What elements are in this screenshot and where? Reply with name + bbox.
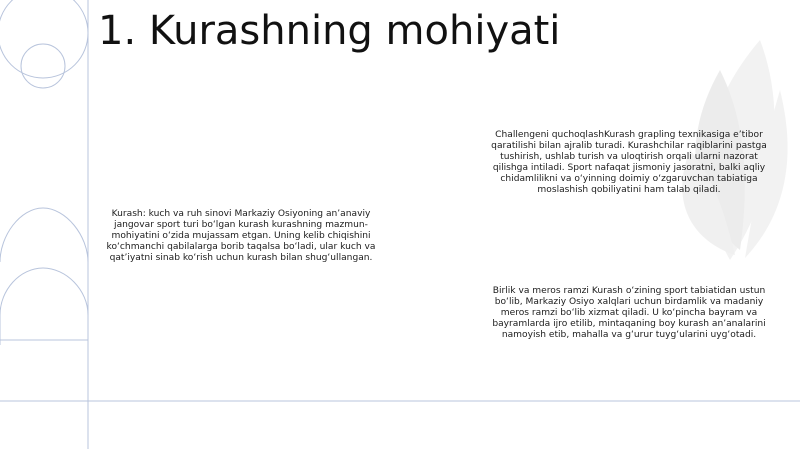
slide-title: 1. Kurashning mohiyati [98,8,561,54]
lower-arch [0,268,88,345]
paragraph-left: Kurash: kuch va ruh sinovi Markaziy Osiyoning an’anaviy jangovar sport turi boʻlgan kurash kurashning mazmun-mohiyatini oʻzida mujassam etgan. Uning kelib chiqishini koʻchmanchi qabilalarga borib taqalsa boʻladi, ular kuch va qat’iyatni sinab koʻrish uchun kurash bilan shugʻullangan. [106,209,376,264]
middle-arch [0,208,88,262]
top-small-circle [21,44,65,88]
top-large-circle [0,0,88,78]
paragraph-right-bottom: Birlik va meros ramzi Kurash oʻzining sport tabiatidan ustun boʻlib, Markaziy Osiyo xalqlari uchun birdamlik va madaniy meros ramzi boʻlib xizmat qiladi. U koʻpincha bayram va bayramlarda ijro etilib, mintaqaning boy kurash an’analarini namoyish etib, mahalla va gʻurur tuygʻularini uygʻotadi. [492,286,766,341]
paragraph-right-top: Challengeni quchoqlashKurash grapling texnikasiga e’tibor qaratilishi bilan ajralib turadi. Kurashchilar raqiblarini pastga tushirish, ushlab turish va uloqtirish orqali ularni nazorat qilishga intiladi. Sport nafaqat jismoniy jasoratni, balki aqliy chidamlilikni va oʻyinning doimiy oʻzgaruvchan tabiatiga moslashish qobiliyatini ham talab qiladi. [491,130,767,196]
